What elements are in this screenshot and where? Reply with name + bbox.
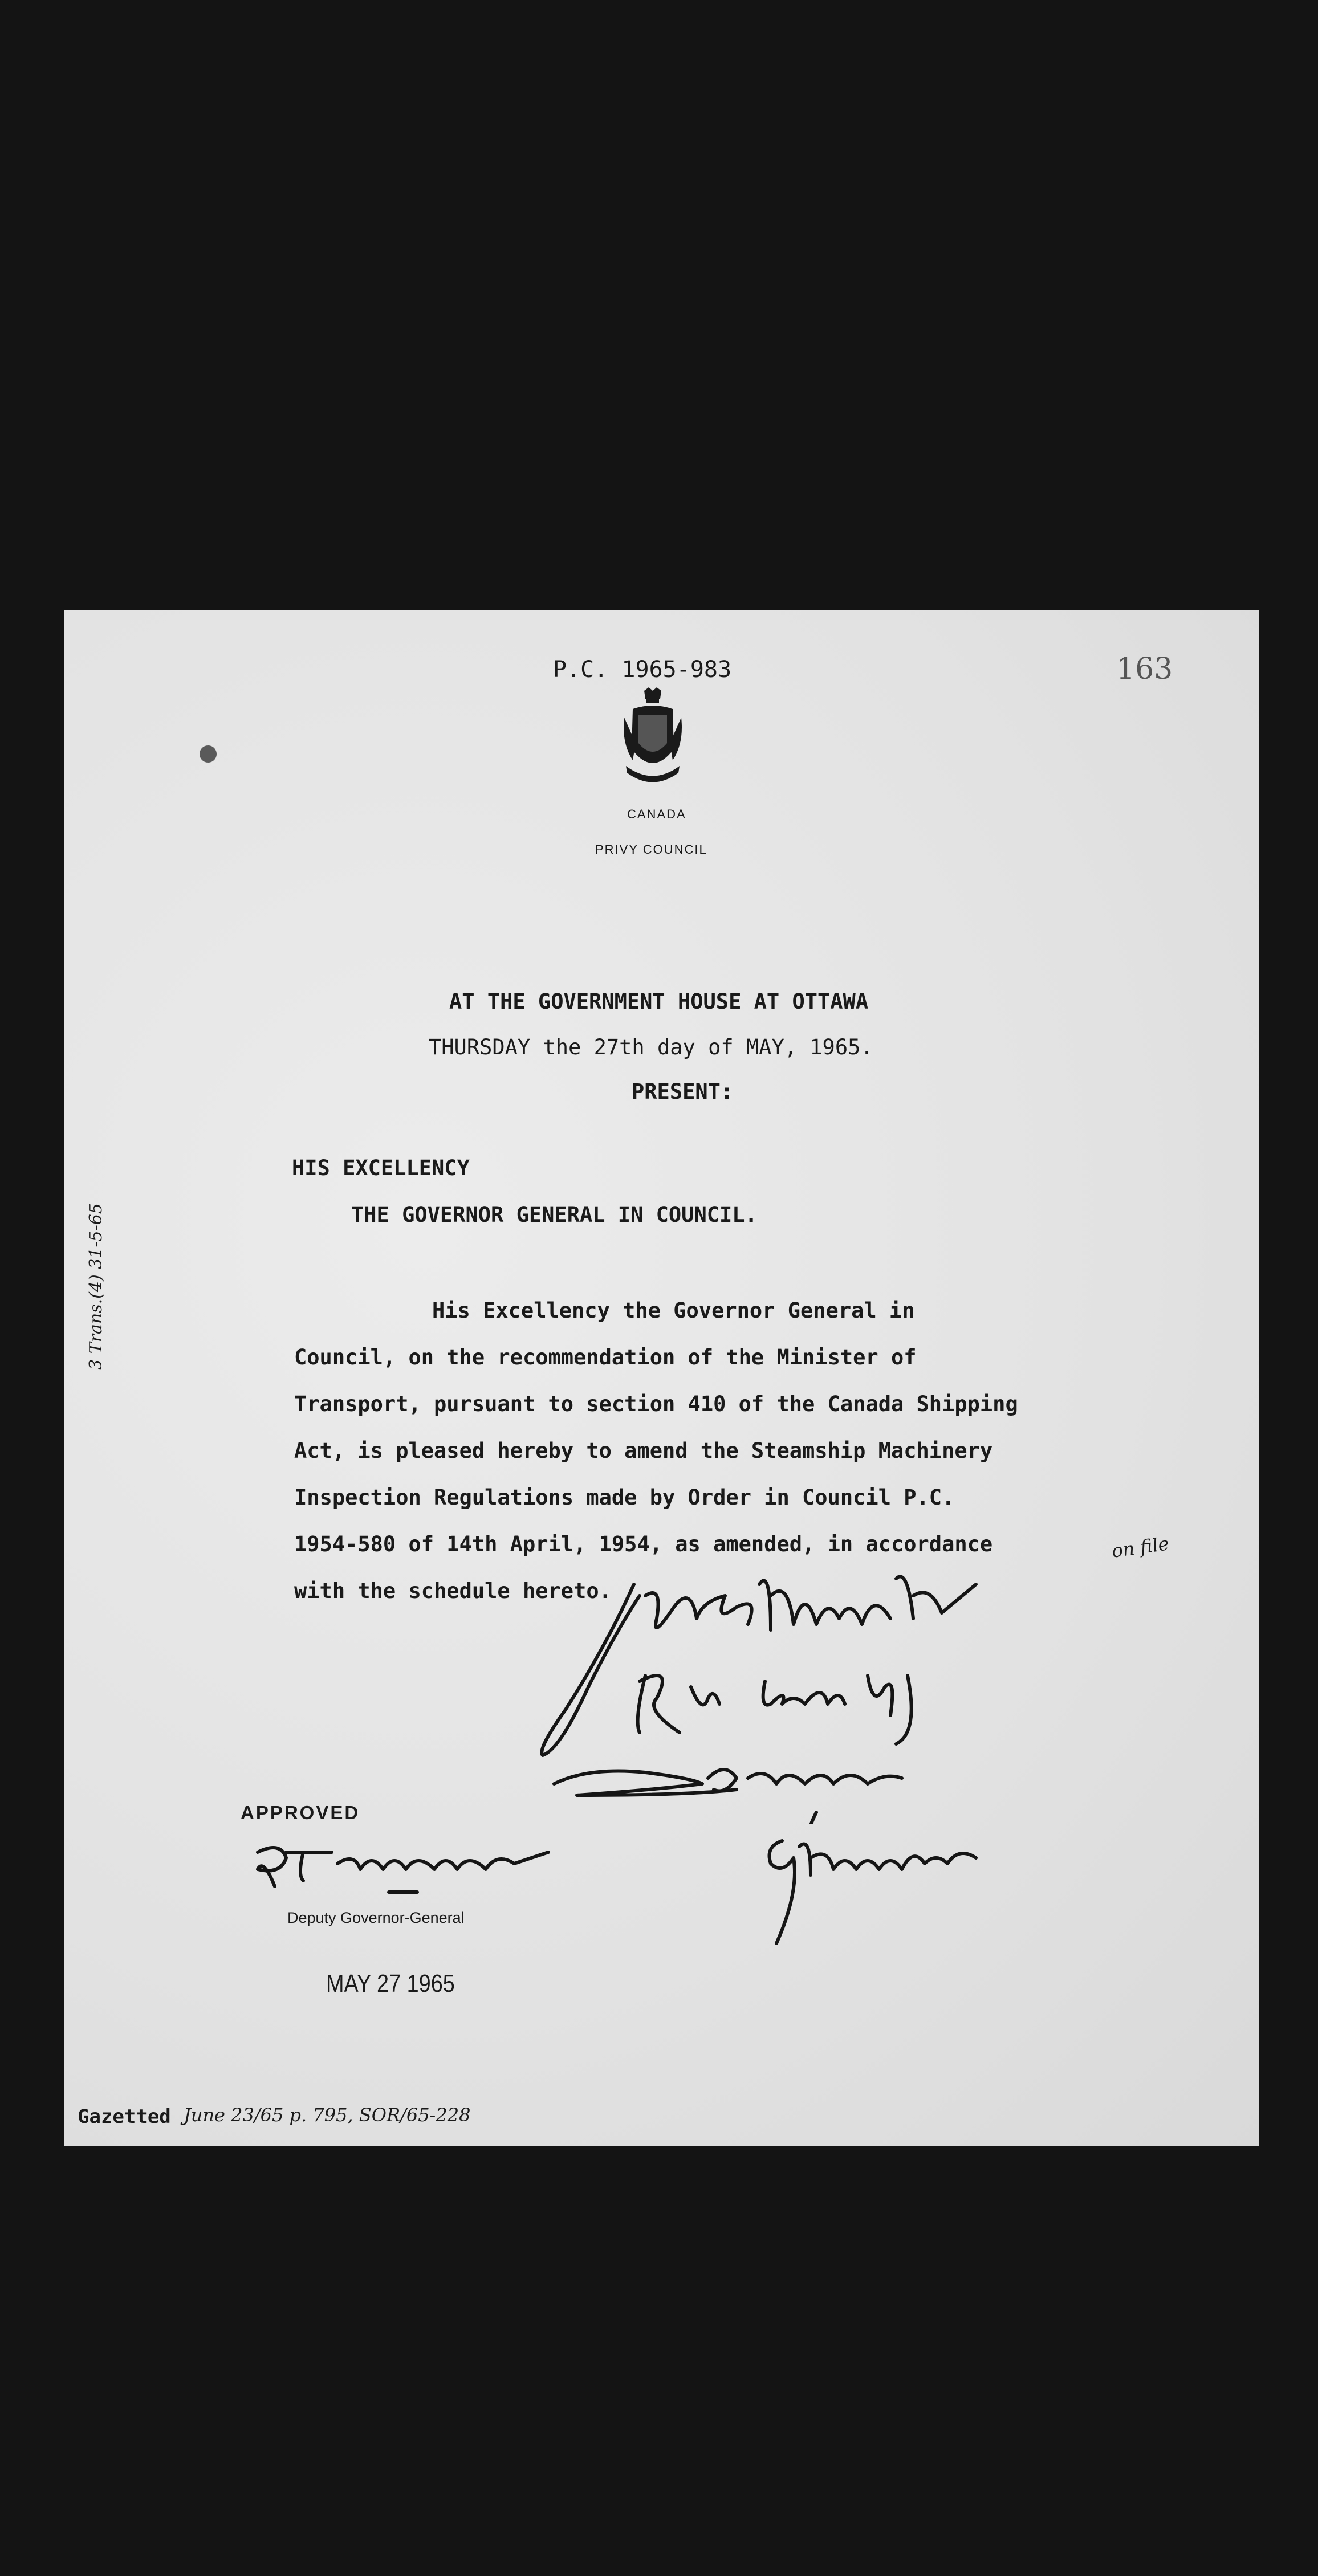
location-heading: AT THE GOVERNMENT HOUSE AT OTTAWA <box>449 989 869 1014</box>
signer-title: Deputy Governor-General <box>287 1909 465 1926</box>
body-line: 1954-580 of 14th April, 1954, as amended, in accordance <box>294 1532 993 1556</box>
body-line: with the schedule hereto. <box>294 1579 612 1603</box>
crest-caption: CANADA <box>627 807 686 821</box>
deputy-governor-signature <box>246 1835 566 1909</box>
punch-hole <box>200 745 217 763</box>
page-number: 163 <box>1116 652 1173 686</box>
attendee-line-1: HIS EXCELLENCY <box>292 1156 470 1180</box>
privy-council-label: PRIVY COUNCIL <box>595 842 707 857</box>
margin-note: 3 Trans.(4) 31-5-65 <box>86 1203 106 1370</box>
present-label: PRESENT: <box>632 1079 734 1104</box>
body-line: Act, is pleased hereby to amend the Steamship Machinery <box>294 1438 993 1463</box>
attendee-line-2: THE GOVERNOR GENERAL IN COUNCIL. <box>351 1203 758 1227</box>
body-line: Inspection Regulations made by Order in Council P.C. <box>294 1485 955 1510</box>
council-signature-1 <box>520 1562 1113 1824</box>
approval-stamp-date: MAY 27 1965 <box>326 1970 455 1998</box>
body-line: His Excellency the Governor General in <box>432 1298 915 1323</box>
on-file-note: on file <box>1110 1532 1170 1562</box>
body-line: Council, on the recommendation of the Minister of <box>294 1345 917 1369</box>
pc-number: P.C. 1965-983 <box>553 657 732 683</box>
coat-of-arms-icon <box>621 686 684 794</box>
council-signature-2 <box>748 1824 1010 1955</box>
date-line: THURSDAY the 27th day of MAY, 1965. <box>429 1035 873 1059</box>
body-line: Transport, pursuant to section 410 of the Canada Shipping <box>294 1392 1018 1416</box>
document-page <box>64 610 1259 2146</box>
gazetted-note: June 23/65 p. 795, SOR/65-228 <box>184 2104 471 2126</box>
gazetted-label: Gazetted <box>78 2105 171 2128</box>
approved-label: APPROVED <box>241 1802 360 1823</box>
